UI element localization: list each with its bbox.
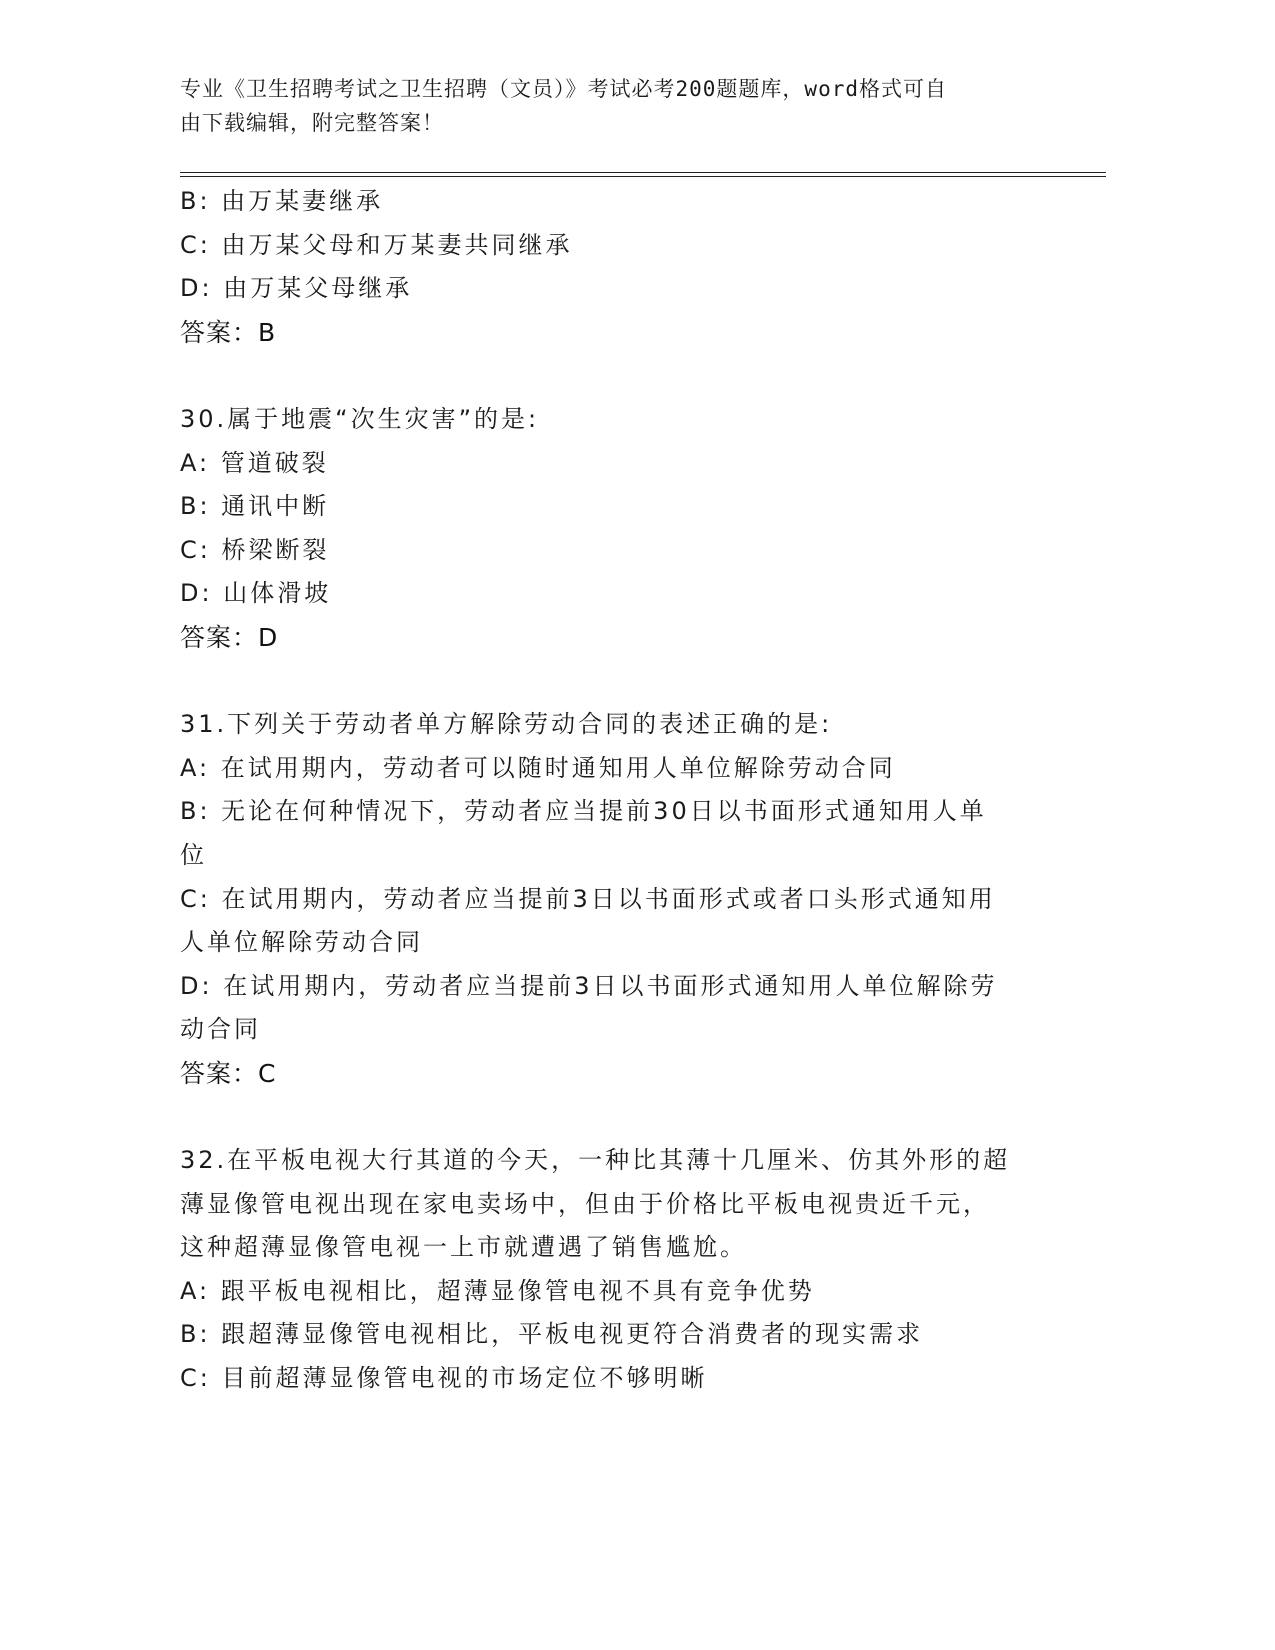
option-c: C: 桥梁断裂: [180, 535, 330, 564]
option-c: C: 目前超薄显像管电视的市场定位不够明晰: [180, 1364, 708, 1393]
question-32-options: [180, 1270, 1030, 1401]
spacer: [180, 354, 1030, 398]
option-b: B: 由万某妻继承: [180, 187, 384, 215]
header-line-1: 专业《卫生招聘考试之卫生招聘（文员）》考试必考200题题库，word格式可自: [180, 77, 947, 101]
question-32-text: [180, 1139, 1030, 1270]
question-32-line-3: 这种超薄显像管电视一上市就遭遇了销售尴尬。: [180, 1233, 747, 1262]
page-header: [180, 72, 1040, 140]
option-c: C: 在试用期内，劳动者应当提前3日以书面形式或者口头形式通知用: [180, 884, 996, 913]
option-a: A: 在试用期内，劳动者可以随时通知用人单位解除劳动合同: [180, 753, 896, 782]
option-a: A: 跟平板电视相比，超薄显像管电视不具有竞争优势: [180, 1276, 815, 1305]
question-31-options: [180, 747, 1030, 1052]
option-d: D: 山体滑坡: [180, 579, 332, 608]
spacer: [180, 660, 1030, 704]
question-31-text: 31.下列关于劳动者单方解除劳动合同的表述正确的是:: [180, 710, 833, 739]
option-d: D: 由万某父母继承: [180, 274, 413, 303]
question-content: [180, 180, 1030, 1401]
question-32-line-1: 32.在平板电视大行其道的今天，一种比其薄十几厘米、仿其外形的超: [180, 1146, 1011, 1175]
question-30-options: [180, 442, 1030, 616]
option-b: B: 通讯中断: [180, 492, 330, 521]
option-b: B: 无论在何种情况下，劳动者应当提前30日以书面形式通知用人单: [180, 797, 987, 826]
question-32-line-2: 薄显像管电视出现在家电卖场中，但由于价格比平板电视贵近千元，: [180, 1189, 990, 1218]
option-d-continued: 动合同: [180, 1015, 261, 1044]
option-c-continued: 人单位解除劳动合同: [180, 928, 423, 957]
spacer: [180, 1095, 1030, 1139]
answer-30: 答案：D: [180, 622, 279, 652]
option-c: C: 由万某父母和万某妻共同继承: [180, 230, 573, 259]
question-30-text: 30.属于地震“次生灾害”的是:: [180, 404, 540, 433]
header-divider: [180, 172, 1106, 177]
answer-31: 答案：C: [180, 1058, 277, 1088]
option-b: B: 跟超薄显像管电视相比，平板电视更符合消费者的现实需求: [180, 1320, 924, 1349]
answer-29: 答案：B: [180, 317, 277, 347]
option-a: A: 管道破裂: [180, 448, 329, 477]
header-line-2: 由下载编辑，附完整答案！: [180, 111, 444, 135]
question-29-options: [180, 180, 1030, 311]
option-b-continued: 位: [180, 840, 207, 869]
option-d: D: 在试用期内，劳动者应当提前3日以书面形式通知用人单位解除劳: [180, 971, 998, 1000]
